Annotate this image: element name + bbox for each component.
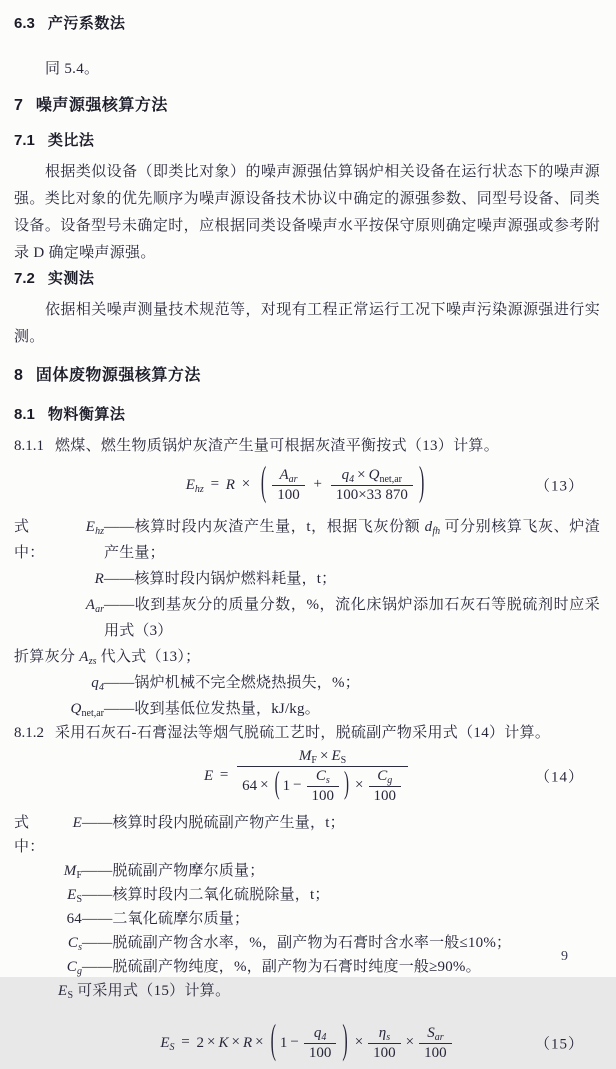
- clause-number: 8.1.1: [14, 438, 44, 454]
- paragraph-es-formula-note: $E_S$ 可采用式（15）计算。: [58, 983, 231, 1001]
- clause-text: 采用石灰石-石膏湿法等烟气脱硫工艺时，脱硫副产物采用式（14）计算。: [55, 725, 551, 741]
- heading-7-1: [14, 131, 600, 151]
- def-text: ——二氧化硫摩尔质量；: [82, 911, 250, 927]
- def-symbol: $E_{hz}$: [85, 519, 104, 537]
- symbol-definitions-14: [14, 811, 600, 979]
- def-text: ——核算时段内灰渣产生量，t，根据飞灰份额 $d_{fh}$ 可分别核算飞灰、炉渣产生量；: [104, 519, 600, 561]
- def-text: ——收到基灰分的质量分数，%，流化床锅炉添加石灰石等脱硫剂时应采用式（3）: [104, 597, 600, 639]
- heading-title: 产污系数法: [47, 15, 126, 32]
- definition-row: [14, 907, 600, 931]
- paragraph-same-as-5-4: 同 5.4。: [45, 61, 100, 77]
- def-symbol: 64: [66, 911, 82, 927]
- definition-row: [14, 514, 600, 566]
- paragraph-measurement-method: 依据相关噪声测量技术规范等，对现有工程正常运行工况下噪声污染源源强进行实测。: [14, 302, 600, 345]
- heading-title: 噪声源强核算方法: [35, 97, 168, 114]
- math-symbol: E: [203, 767, 214, 784]
- def-text: ——核算时段内锅炉燃料耗量，t；: [104, 571, 337, 587]
- heading-title: 物料衡算法: [47, 406, 126, 423]
- equation-14: [14, 741, 600, 811]
- def-symbol: $C_s$: [67, 935, 82, 953]
- def-text: ——收到基低位发热量，kJ/kg。: [104, 701, 320, 717]
- left-paren: (: [274, 768, 280, 802]
- definition-row: [14, 811, 600, 859]
- fraction: $\frac{C_s}{100}$: [307, 768, 340, 805]
- fraction: $M_F \times E_S$ 64 × ( 1 − $\frac{C_s}{100}$ ) × $\frac{C_g}{100}$: [237, 748, 408, 805]
- where-label: 式中：: [14, 519, 45, 561]
- math-symbol: R: [225, 476, 235, 493]
- equation-15: [14, 1017, 600, 1069]
- def-text: ——核算时段内二氧化硫脱除量，t；: [82, 887, 330, 903]
- def-symbol: $Q_{net,ar}$: [70, 701, 104, 719]
- math-symbol: R: [242, 1034, 253, 1051]
- equation-14-number: （14）: [534, 769, 584, 786]
- definition-row: [14, 955, 600, 979]
- definition-row: [14, 670, 600, 696]
- definition-row: [14, 931, 600, 955]
- fraction: $\frac{q_4}{100}$: [304, 1025, 337, 1062]
- heading-title: 固体废物源强核算方法: [35, 367, 201, 384]
- fraction: $\frac{A_{ar}}{100}$: [272, 467, 305, 504]
- where-label: 式中：: [14, 815, 45, 855]
- def-symbol: R: [94, 571, 104, 587]
- left-paren: (: [260, 461, 267, 506]
- heading-7-2: [14, 269, 600, 289]
- def-symbol: $C_g$: [66, 959, 82, 977]
- fraction: $\frac{S_{ar}}{100}$: [419, 1025, 452, 1062]
- heading-number: 7: [14, 97, 23, 114]
- paragraph-8-1-1: [14, 433, 600, 460]
- definition-row: [14, 883, 600, 907]
- heading-6-3: [14, 14, 600, 34]
- definition-row: [14, 592, 600, 644]
- right-paren: ): [342, 1019, 348, 1064]
- equation-14-body: E = $M_F \times E_S$ 64 × ( 1 − $\frac{C_s}{100}$ ) × $\frac{C_g}{100}$: [204, 748, 410, 805]
- heading-number: 8.1: [14, 406, 35, 423]
- equation-13-number: （13）: [534, 478, 584, 495]
- paragraph-analogy-method: 根据类似设备（即类比对象）的噪声源强估算锅炉相关设备在运行状态下的噪声源强。类比对象的优先顺序为噪声源设备技术协议中确定的源强参数、同型号设备、同类设备。设备型号未确定时，应根据同类设备噪声水平按保守原则确定噪声源强或参考附录 D 确定噪声源强。: [14, 164, 600, 261]
- definition-row: [14, 859, 600, 883]
- clause-text: 燃煤、燃生物质锅炉灰渣产生量可根据灰渣平衡按式（13）计算。: [55, 438, 500, 454]
- heading-title: 类比法: [47, 132, 95, 149]
- heading-number: 7.2: [14, 270, 35, 287]
- symbol-definitions-13: [14, 514, 600, 722]
- clause-number: 8.1.2: [14, 725, 44, 741]
- fraction: $\frac{C_g}{100}$: [369, 768, 402, 805]
- equation-15-body: $E_S = 2 \times K \times R$ × ( 1 − $\frac{q_4}{100}$ ) × $\frac{\eta_s}{100}$ × $\frac{S_{ar}}{100}$: [160, 1025, 453, 1062]
- page-number: 9: [561, 949, 568, 964]
- def-text: ——脱硫副产物纯度，%，副产物为石膏时纯度一般≥90%。: [82, 959, 481, 975]
- def-symbol: $E_S$: [67, 887, 82, 905]
- equation-15-number: （15）: [534, 1036, 584, 1053]
- def-symbol: E: [72, 815, 82, 831]
- chapter-heading-8: [14, 365, 600, 387]
- right-paren: ): [418, 461, 425, 506]
- math-symbol: E: [160, 1034, 170, 1051]
- definition-row: [14, 696, 600, 722]
- right-paren: ): [344, 768, 350, 802]
- def-symbol: $A_{ar}$: [85, 597, 104, 615]
- def-text: ——脱硫副产物摩尔质量；: [82, 863, 265, 879]
- heading-number: 6.3: [14, 15, 35, 32]
- def-text: ——核算时段内脱硫副产物产生量，t；: [82, 815, 345, 831]
- def-text: ——脱硫副产物含水率，%，副产物为石膏时含水率一般≤10%；: [82, 935, 512, 951]
- heading-number: 7.1: [14, 132, 35, 149]
- heading-title: 实测法: [47, 270, 95, 287]
- math-symbol: K: [218, 1034, 229, 1051]
- def-symbol: $M_F$: [63, 863, 82, 881]
- left-paren: (: [270, 1019, 276, 1064]
- fraction: $\frac{\eta_s}{100}$: [368, 1025, 401, 1062]
- definition-row: [14, 566, 600, 592]
- math-symbol: E: [185, 476, 195, 493]
- def-text: ——锅炉机械不完全燃烧热损失，%；: [104, 675, 360, 691]
- equation-13-body: $E_{hz} = R$ × ( $\frac{A_{ar}}{100}$ + $\frac{q_4 \times Q_{net,ar}}{100\times 33 870}$ ): [186, 467, 429, 504]
- fraction: $\frac{q_4 \times Q_{net,ar}}{100\times 33 870}$: [331, 467, 413, 504]
- heading-8-1: [14, 405, 600, 425]
- chapter-heading-7: [14, 95, 600, 117]
- def-symbol: $q_4$: [91, 675, 104, 693]
- heading-number: 8: [14, 367, 23, 384]
- definition-continuation: 折算灰分 $A_{zs}$ 代入式（13）；: [14, 649, 201, 667]
- equation-13: [14, 458, 600, 512]
